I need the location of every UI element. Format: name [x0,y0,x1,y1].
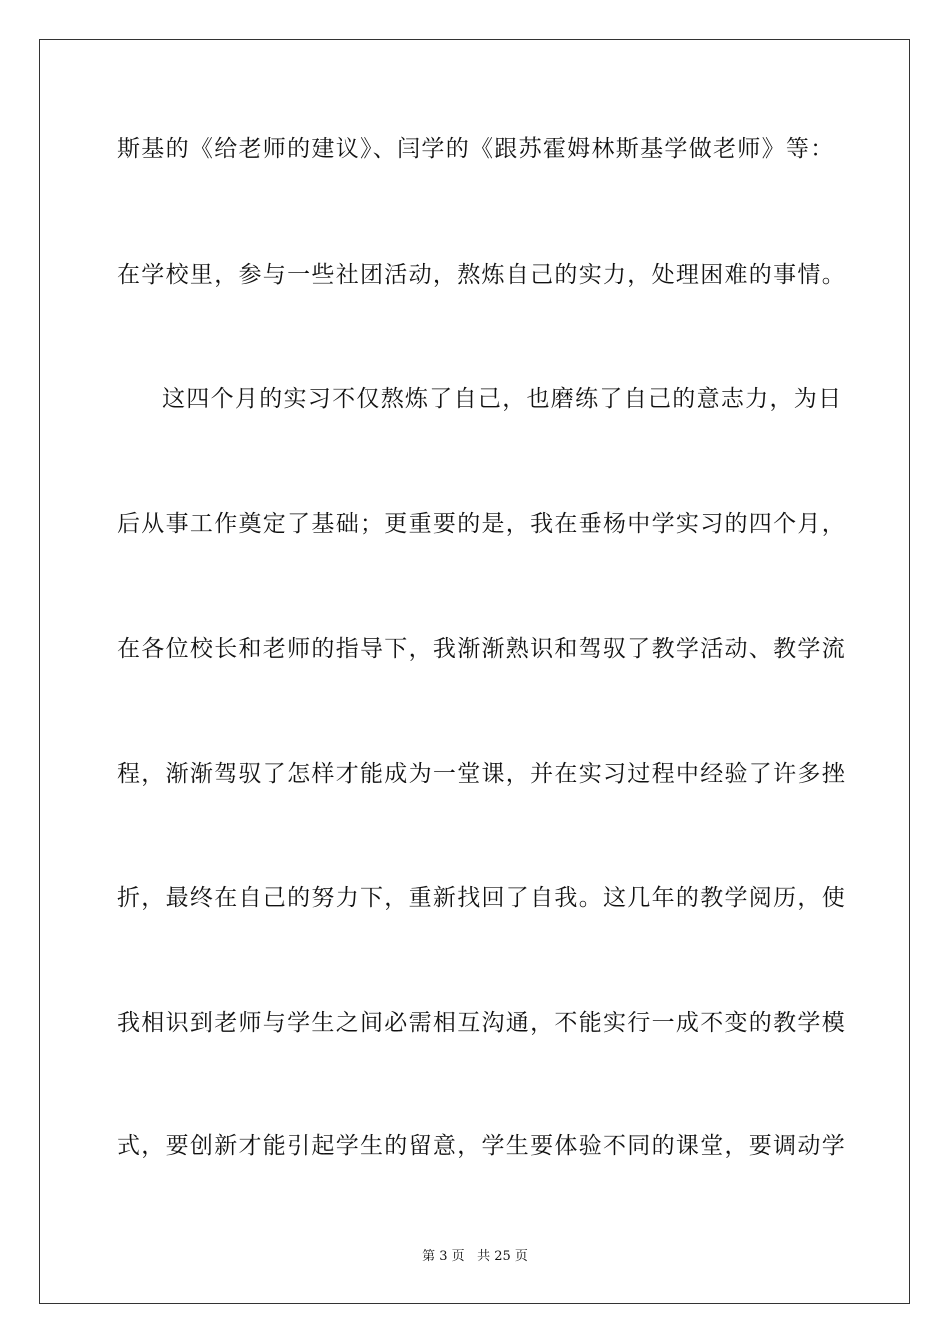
text-line-8: 我相识到老师与学生之间必需相互沟通，不能实行一成不变的教学模 [117,1010,846,1036]
text-line-3: 这四个月的实习不仅熬炼了自己，也磨练了自己的意志力，为日 [162,386,843,412]
text-line-5: 在各位校长和老师的指导下，我渐渐熟识和驾驭了教学活动、教学流 [117,636,846,662]
text-line-9: 式，要创新才能引起学生的留意，学生要体验不同的课堂，要调动学 [117,1133,846,1159]
text-line-2: 在学校里，参与一些社团活动，熬炼自己的实力，处理困难的事情。 [117,262,846,288]
text-line-6: 程，渐渐驾驭了怎样才能成为一堂课，并在实习过程中经验了许多挫 [117,761,846,787]
page-border [39,39,910,1304]
text-line-7: 折，最终在自己的努力下，重新找回了自我。这几年的教学阅历，使 [117,885,846,911]
text-line-1: 斯基的《给老师的建议》、闫学的《跟苏霍姆林斯基学做老师》等： [117,136,835,162]
page-footer [0,1248,950,1266]
text-line-4: 后从事工作奠定了基础；更重要的是，我在垂杨中学实习的四个月， [117,511,846,537]
page-number-current: 第 3 页 [422,1249,465,1264]
page-number-total: 共 25 页 [477,1249,528,1264]
